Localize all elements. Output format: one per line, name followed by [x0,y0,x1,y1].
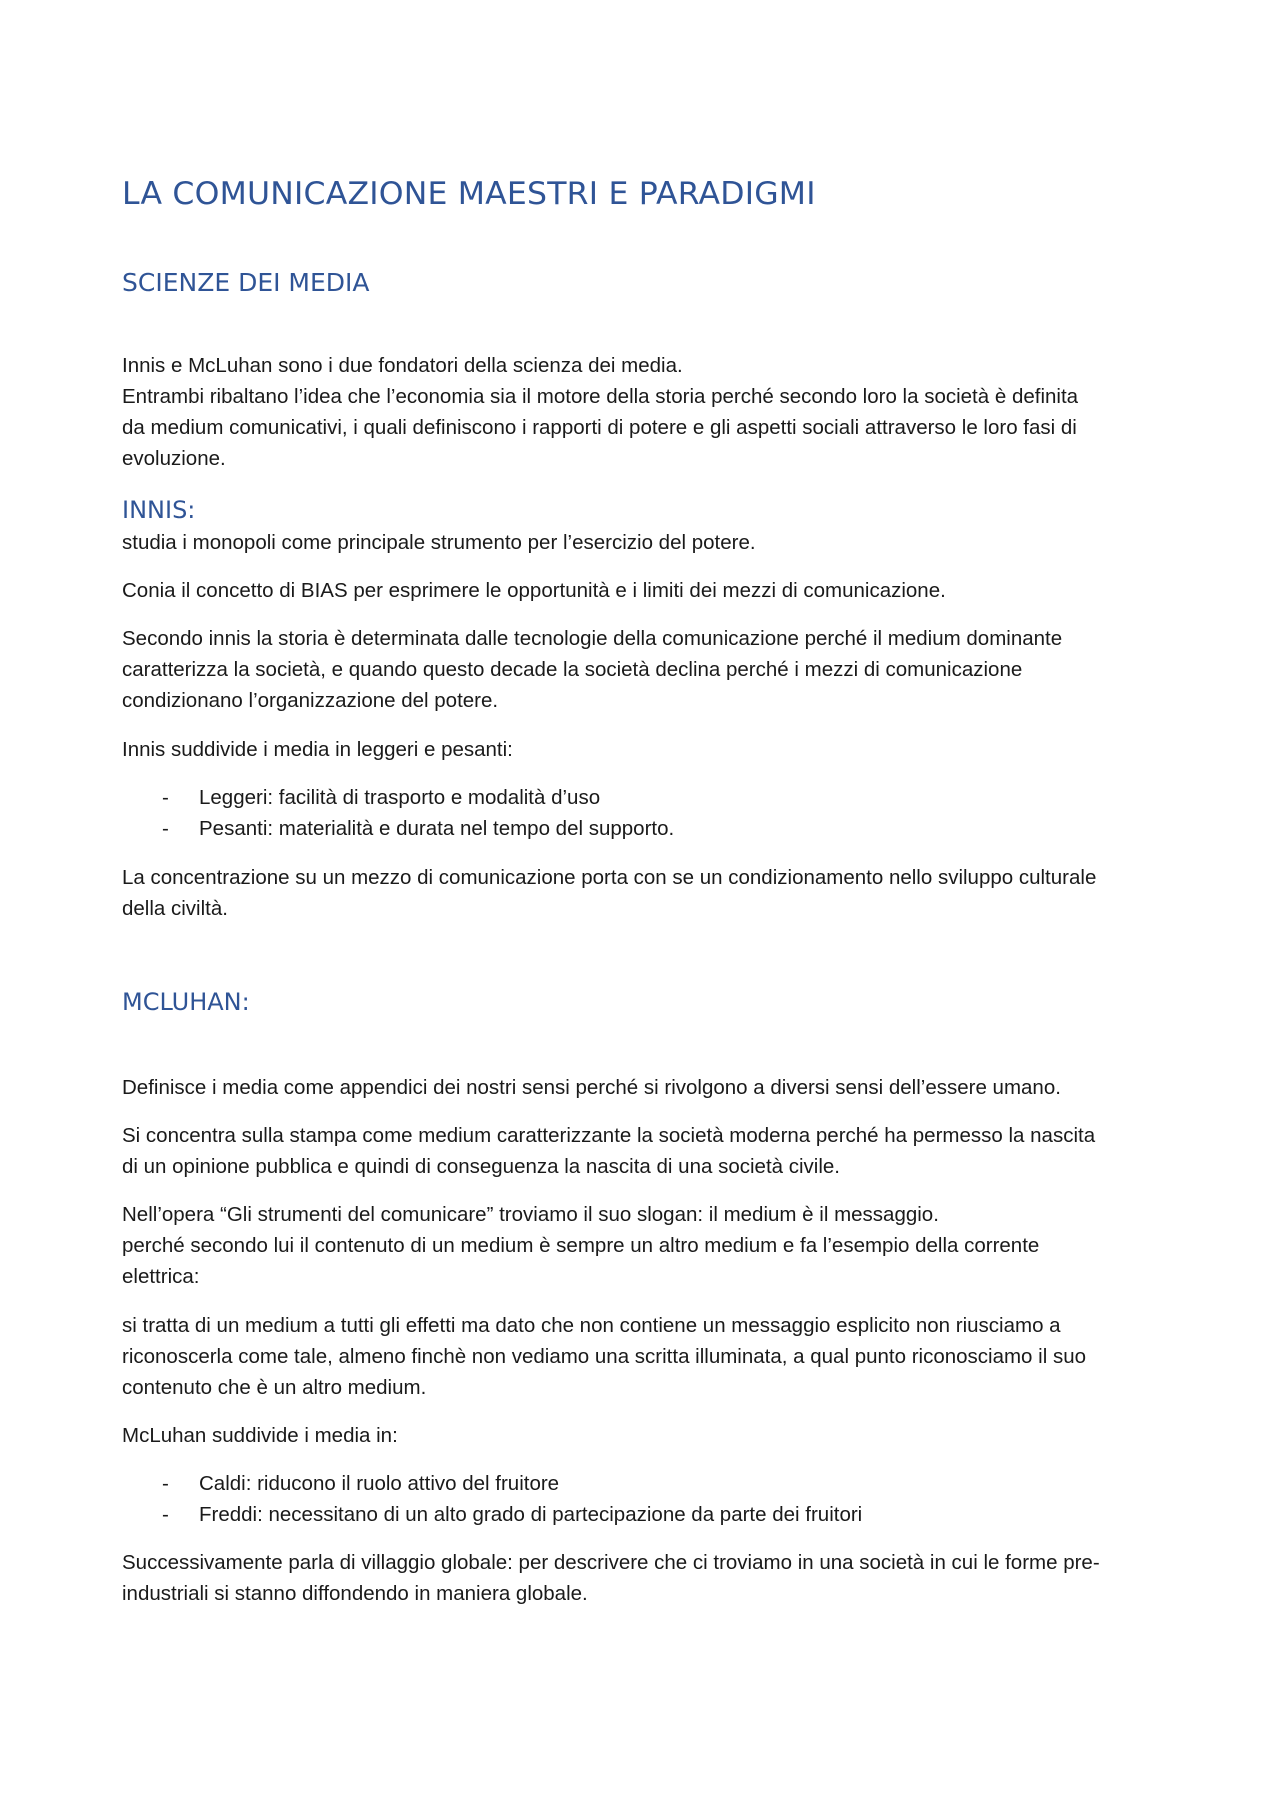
innis-paragraph-3-line-3: condizionano l’organizzazione del potere. [122,689,499,712]
intro-line-1: Innis e McLuhan sono i due fondatori della scienza dei media. [122,354,683,377]
innis-paragraph-3-line-1: Secondo innis la storia è determinata dalle tecnologie della comunicazione perché il medium dominante [122,627,1063,650]
mcluhan-heading: MCLUHAN: [122,988,250,1016]
bullet-marker: - [162,1472,169,1495]
mcluhan-paragraph-6-line-2: industriali si stanno diffondendo in maniera globale. [122,1582,588,1605]
intro-line-2: Entrambi ribaltano l’idea che l’economia sia il motore della storia perché secondo loro la società è definita [122,385,1079,408]
mcluhan-paragraph-5: McLuhan suddivide i media in: [122,1424,398,1447]
bullet-marker: - [162,817,169,840]
list-item-text: Freddi: necessitano di un alto grado di partecipazione da parte dei fruitori [199,1503,863,1526]
section-heading: SCIENZE DEI MEDIA [122,268,370,297]
bullet-marker: - [162,786,169,809]
intro-line-4: evoluzione. [122,447,226,470]
intro-line-3: da medium comunicativi, i quali definiscono i rapporti di potere e gli aspetti sociali attraverso le loro fasi di [122,416,1077,439]
mcluhan-paragraph-2-line-1: Si concentra sulla stampa come medium caratterizzante la società moderna perché ha permesso la nascita [122,1124,1096,1147]
mcluhan-paragraph-6-line-1: Successivamente parla di villaggio globale: per descrivere che ci troviamo in una società in cui le forme pre- [122,1551,1100,1574]
innis-paragraph-5-line-2: della civiltà. [122,897,228,920]
list-item-text: Caldi: riducono il ruolo attivo del fruitore [199,1472,560,1495]
innis-paragraph-2: Conia il concetto di BIAS per esprimere le opportunità e i limiti dei mezzi di comunicazione. [122,579,946,602]
innis-paragraph-3-line-2: caratterizza la società, e quando questo decade la società declina perché i mezzi di comunicazione [122,658,1023,681]
mcluhan-paragraph-2-line-2: di un opinione pubblica e quindi di conseguenza la nascita di una società civile. [122,1155,840,1178]
innis-paragraph-4: Innis suddivide i media in leggeri e pesanti: [122,738,513,761]
innis-paragraph-5-line-1: La concentrazione su un mezzo di comunicazione porta con se un condizionamento nello sviluppo culturale [122,866,1097,889]
mcluhan-paragraph-4-line-3: contenuto che è un altro medium. [122,1376,427,1399]
innis-paragraph-1: studia i monopoli come principale strumento per l’esercizio del potere. [122,531,756,554]
bullet-marker: - [162,1503,169,1526]
mcluhan-paragraph-3-line-1: Nell’opera “Gli strumenti del comunicare” troviamo il suo slogan: il medium è il messaggio. [122,1203,939,1226]
mcluhan-paragraph-4-line-2: riconoscerla come tale, almeno finchè non vediamo una scritta illuminata, a qual punto riconosciamo il suo [122,1345,1087,1368]
mcluhan-paragraph-1: Definisce i media come appendici dei nostri sensi perché si rivolgono a diversi sensi dell’essere umano. [122,1076,1061,1099]
list-item-text: Pesanti: materialità e durata nel tempo del supporto. [199,817,675,840]
list-item-text: Leggeri: facilità di trasporto e modalità d’uso [199,786,601,809]
mcluhan-paragraph-3-line-2: perché secondo lui il contenuto di un medium è sempre un altro medium e fa l’esempio della corrente [122,1234,1040,1257]
mcluhan-paragraph-3-line-3: elettrica: [122,1265,200,1288]
mcluhan-paragraph-4-line-1: si tratta di un medium a tutti gli effetti ma dato che non contiene un messaggio esplicito non riusciamo a [122,1314,1061,1337]
innis-heading: INNIS: [122,496,196,524]
document-title: LA COMUNICAZIONE MAESTRI E PARADIGMI [122,176,816,212]
